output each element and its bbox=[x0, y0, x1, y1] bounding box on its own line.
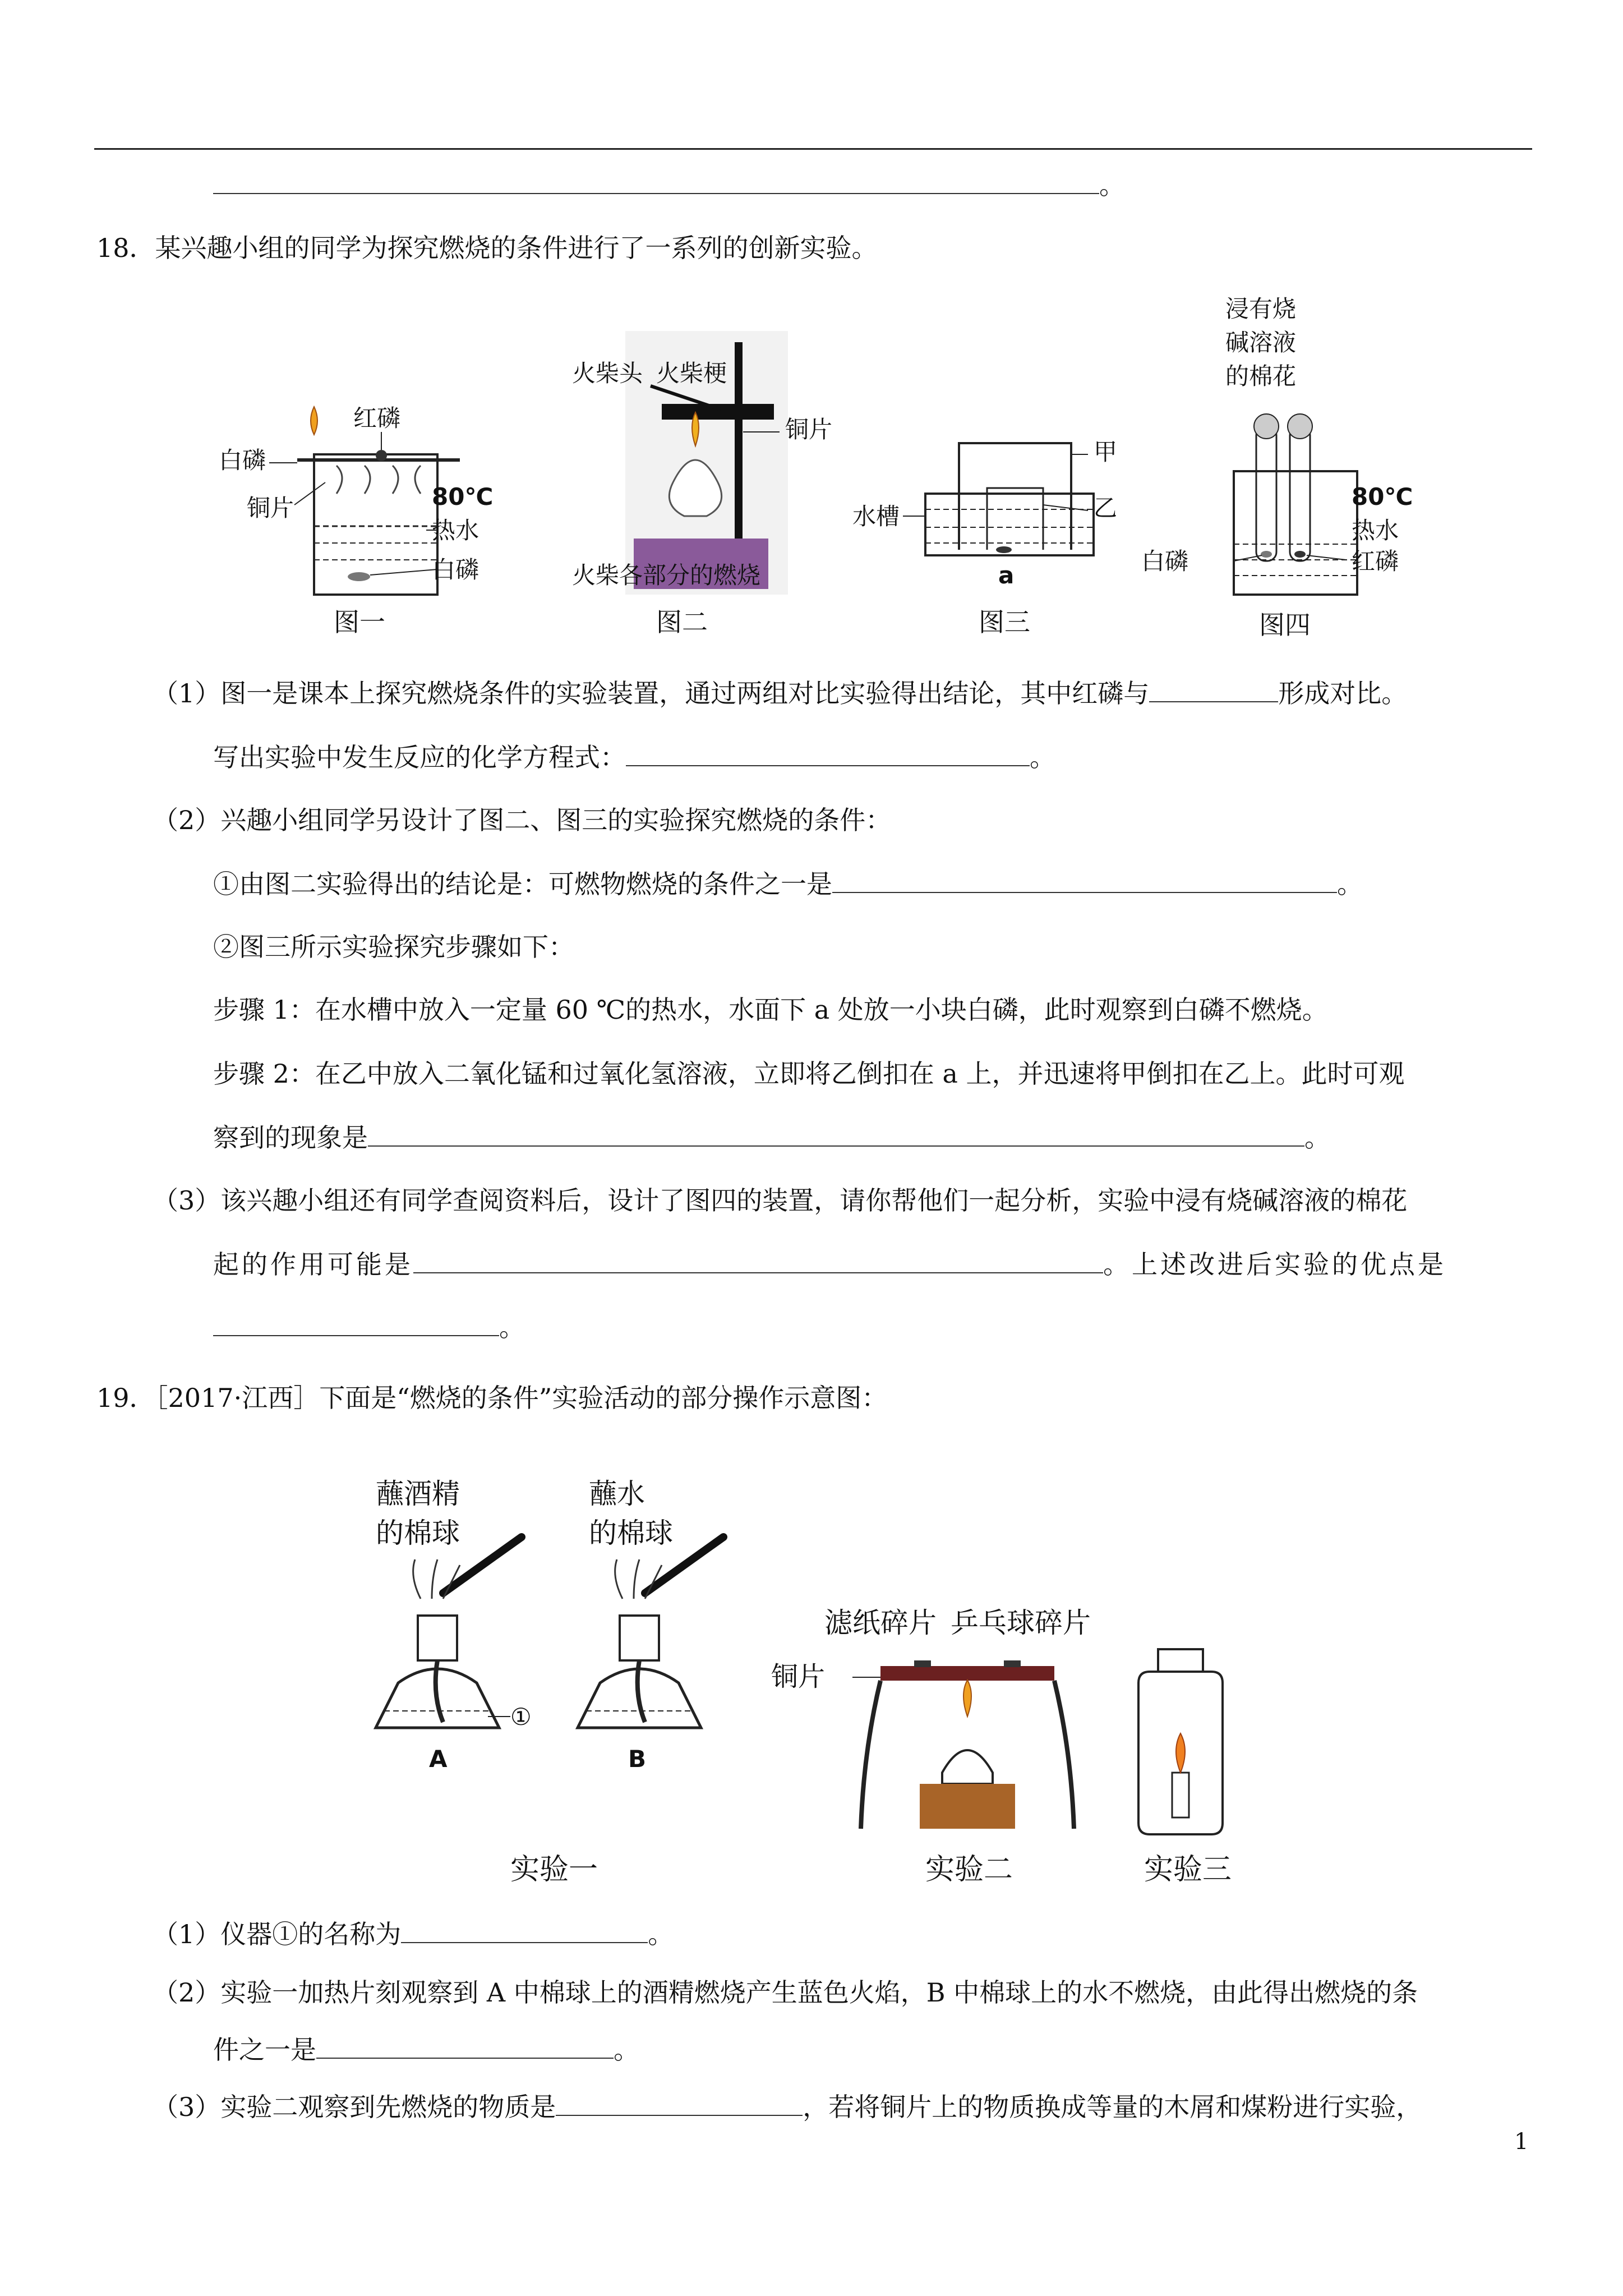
svg-text:①: ① bbox=[510, 1703, 532, 1731]
top-rule bbox=[94, 148, 1532, 150]
svg-text:B: B bbox=[628, 1745, 647, 1773]
figure-2 bbox=[572, 331, 832, 637]
q18-p3a: （3）该兴趣小组还有同学查阅资料后，设计了图四的装置，请你帮他们一起分析，实验中浸有烧碱溶液的棉花 bbox=[153, 1185, 1408, 1216]
q19-p3a: （3）实验二观察到先燃烧的物质是 ，若将铜片上的物质换成等量的木屑和煤粉进行实验， bbox=[153, 2090, 1422, 2124]
flame-icon bbox=[963, 1680, 971, 1717]
q18-step2: 步骤 2：在乙中放入二氧化锰和过氧化氢溶液，立即将乙倒扣在 a 上，并迅速将甲倒扣在乙上。此时可观 bbox=[213, 1059, 1405, 1089]
figure-4 bbox=[1141, 295, 1413, 640]
svg-text:图四: 图四 bbox=[1259, 610, 1311, 640]
jar-jia-icon bbox=[959, 443, 1071, 550]
svg-text:铜片: 铜片 bbox=[785, 416, 833, 443]
q19-title: 19．［2017·江西］下面是“燃烧的条件”实验活动的部分操作示意图： bbox=[96, 1383, 888, 1413]
svg-text:白磷: 白磷 bbox=[1141, 547, 1189, 575]
svg-text:火柴头: 火柴头 bbox=[572, 360, 643, 387]
svg-text:铜片: 铜片 bbox=[247, 494, 294, 522]
page-number: 1 bbox=[1514, 2129, 1529, 2155]
copper-sheet-icon bbox=[880, 1666, 1054, 1681]
svg-text:乙: 乙 bbox=[1094, 494, 1118, 522]
svg-text:红磷: 红磷 bbox=[1352, 547, 1399, 575]
q18-p3b: 起的作用可能是 。上述改进后实验的优点是 bbox=[213, 1248, 1446, 1281]
answer-blank bbox=[401, 1917, 648, 1943]
answer-blank bbox=[213, 1310, 499, 1336]
svg-text:蘸酒精: 蘸酒精 bbox=[376, 1478, 460, 1510]
q18-title: 18．某兴趣小组的同学为探究燃烧的条件进行了一系列的创新实验。 bbox=[96, 233, 878, 263]
experiment-3 bbox=[1138, 1649, 1232, 1887]
svg-text:图三: 图三 bbox=[979, 607, 1030, 637]
experiment-1-lamp-a bbox=[376, 1478, 532, 1773]
svg-text:蘸水: 蘸水 bbox=[589, 1478, 645, 1510]
experiment-2 bbox=[771, 1607, 1091, 1887]
answer-blank bbox=[413, 1248, 1103, 1273]
q18-p2: （2）兴趣小组同学另设计了图二、图三的实验探究燃烧的条件： bbox=[153, 805, 892, 835]
svg-text:a: a bbox=[998, 562, 1015, 589]
q19-p2b: 件之一是 。 bbox=[213, 2033, 639, 2067]
svg-text:水槽: 水槽 bbox=[852, 503, 900, 530]
svg-text:白磷: 白磷 bbox=[219, 447, 266, 474]
candle-icon bbox=[1172, 1773, 1189, 1818]
cotton-icon bbox=[1288, 414, 1312, 439]
white-phosphorus-icon bbox=[348, 572, 370, 581]
svg-text:甲: 甲 bbox=[1094, 438, 1118, 466]
answer-blank bbox=[832, 867, 1337, 893]
cotton-icon bbox=[1254, 414, 1279, 439]
svg-text:红磷: 红磷 bbox=[353, 404, 401, 432]
alcohol-lamp-icon bbox=[942, 1750, 993, 1784]
copper-sheet-icon bbox=[662, 404, 774, 420]
experiment-1-lamp-b bbox=[510, 1478, 723, 1887]
svg-text:浸有烧: 浸有烧 bbox=[1225, 295, 1297, 323]
answer-blank bbox=[213, 168, 1099, 194]
answer-blank bbox=[316, 2033, 614, 2059]
svg-text:实验二: 实验二 bbox=[925, 1853, 1013, 1887]
q18-p2-1: ①由图二实验得出的结论是：可燃物燃烧的条件之一是 。 bbox=[213, 867, 1363, 901]
q19-p2a: （2）实验一加热片刻观察到 A 中棉球上的酒精燃烧产生蓝色火焰，B 中棉球上的水不燃烧，由此得出燃烧的条 bbox=[153, 1977, 1418, 2008]
red-phosphorus-icon bbox=[376, 450, 387, 461]
q18-p1b: 写出实验中发生反应的化学方程式： 。 bbox=[213, 740, 1055, 774]
q18-figures bbox=[213, 292, 1525, 651]
svg-text:实验三: 实验三 bbox=[1144, 1853, 1232, 1887]
svg-text:热水: 热水 bbox=[432, 517, 479, 544]
svg-text:图二: 图二 bbox=[656, 607, 708, 637]
flame-icon bbox=[311, 407, 317, 435]
q18-p1a: （1）图一是课本上探究燃烧条件的实验装置，通过两组对比实验得出结论，其中红磷与 形成对比。 bbox=[153, 677, 1407, 710]
svg-text:实验一: 实验一 bbox=[510, 1853, 598, 1887]
q19-figures bbox=[359, 1470, 1290, 1896]
svg-text:热水: 热水 bbox=[1352, 517, 1399, 544]
prev-answer-line: 。 bbox=[213, 168, 1125, 202]
figure-3 bbox=[852, 438, 1117, 637]
svg-text:乒乓球碎片: 乒乓球碎片 bbox=[951, 1607, 1091, 1639]
figure-1 bbox=[219, 404, 493, 637]
svg-text:滤纸碎片: 滤纸碎片 bbox=[824, 1607, 937, 1639]
q18-p2-2: ②图三所示实验探究步骤如下： bbox=[213, 932, 574, 962]
answer-blank bbox=[1149, 677, 1278, 702]
svg-text:图一: 图一 bbox=[334, 607, 385, 637]
svg-text:碱溶液: 碱溶液 bbox=[1225, 329, 1297, 356]
answer-blank bbox=[368, 1121, 1304, 1147]
answer-blank bbox=[556, 2090, 803, 2116]
svg-text:A: A bbox=[429, 1745, 448, 1773]
svg-text:的棉花: 的棉花 bbox=[1225, 362, 1297, 390]
q18-step1: 步骤 1：在水槽中放入一定量 60 ℃的热水，水面下 a 处放一小块白磷，此时观察到白磷不燃烧。 bbox=[213, 995, 1328, 1025]
svg-text:的棉球: 的棉球 bbox=[589, 1517, 673, 1549]
svg-text:火柴梗: 火柴梗 bbox=[656, 360, 727, 387]
svg-text:80℃: 80℃ bbox=[1352, 483, 1413, 510]
svg-text:铜片: 铜片 bbox=[771, 1661, 826, 1692]
svg-text:火柴各部分的燃烧: 火柴各部分的燃烧 bbox=[572, 562, 761, 589]
svg-text:的棉球: 的棉球 bbox=[376, 1517, 460, 1549]
svg-text:白磷: 白磷 bbox=[432, 556, 479, 583]
q18-p3c: 。 bbox=[213, 1310, 525, 1344]
answer-blank bbox=[626, 740, 1030, 766]
jar-yi-icon bbox=[987, 488, 1043, 550]
wood-block-icon bbox=[920, 1784, 1015, 1829]
svg-text:80℃: 80℃ bbox=[432, 483, 494, 510]
q18-step2b: 察到的现象是 。 bbox=[213, 1121, 1330, 1154]
q19-p1: （1）仪器①的名称为 。 bbox=[153, 1917, 674, 1951]
